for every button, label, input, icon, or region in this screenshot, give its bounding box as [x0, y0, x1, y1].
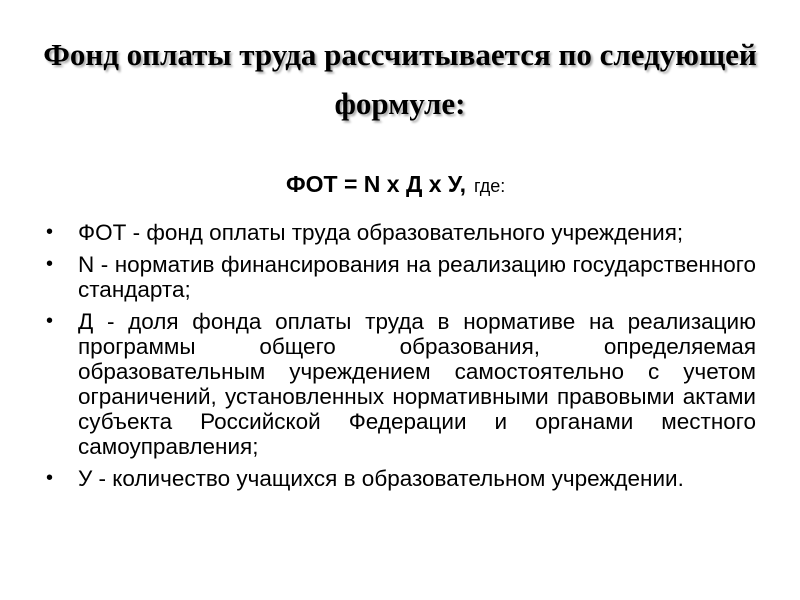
list-item	[46, 252, 756, 302]
bullet-icon: •	[46, 310, 54, 332]
bullet-icon: •	[46, 467, 54, 489]
formula-suffix: где:	[474, 176, 506, 196]
formula-expression: ФОТ = N х Д х У	[286, 171, 460, 197]
bullet-icon: •	[46, 253, 54, 275]
definitions-list	[46, 220, 756, 498]
formula-line	[286, 171, 505, 198]
list-item	[46, 220, 756, 245]
slide-title: Фонд оплаты труда рассчитывается по следующей формуле:	[43, 37, 757, 121]
bullet-icon: •	[46, 221, 54, 243]
list-item	[46, 309, 756, 459]
definition-text: ФОТ - фонд оплаты труда образовательного учреждения;	[78, 220, 684, 245]
definition-text: У - количество учащихся в образовательном учреждении.	[78, 466, 684, 491]
definition-text: N - норматив финансирования на реализацию государственного стандарта;	[78, 252, 756, 302]
formula-separator: ,	[459, 171, 467, 197]
list-item	[46, 466, 756, 491]
definition-text: Д - доля фонда оплаты труда в нормативе на реализацию программы общего образования, определяемая образовательным учреждением самостоятельно с учетом ограничений, установленных нормативными правовыми актами субъекта Российской Федерации и органами местного самоуправления;	[78, 309, 756, 459]
